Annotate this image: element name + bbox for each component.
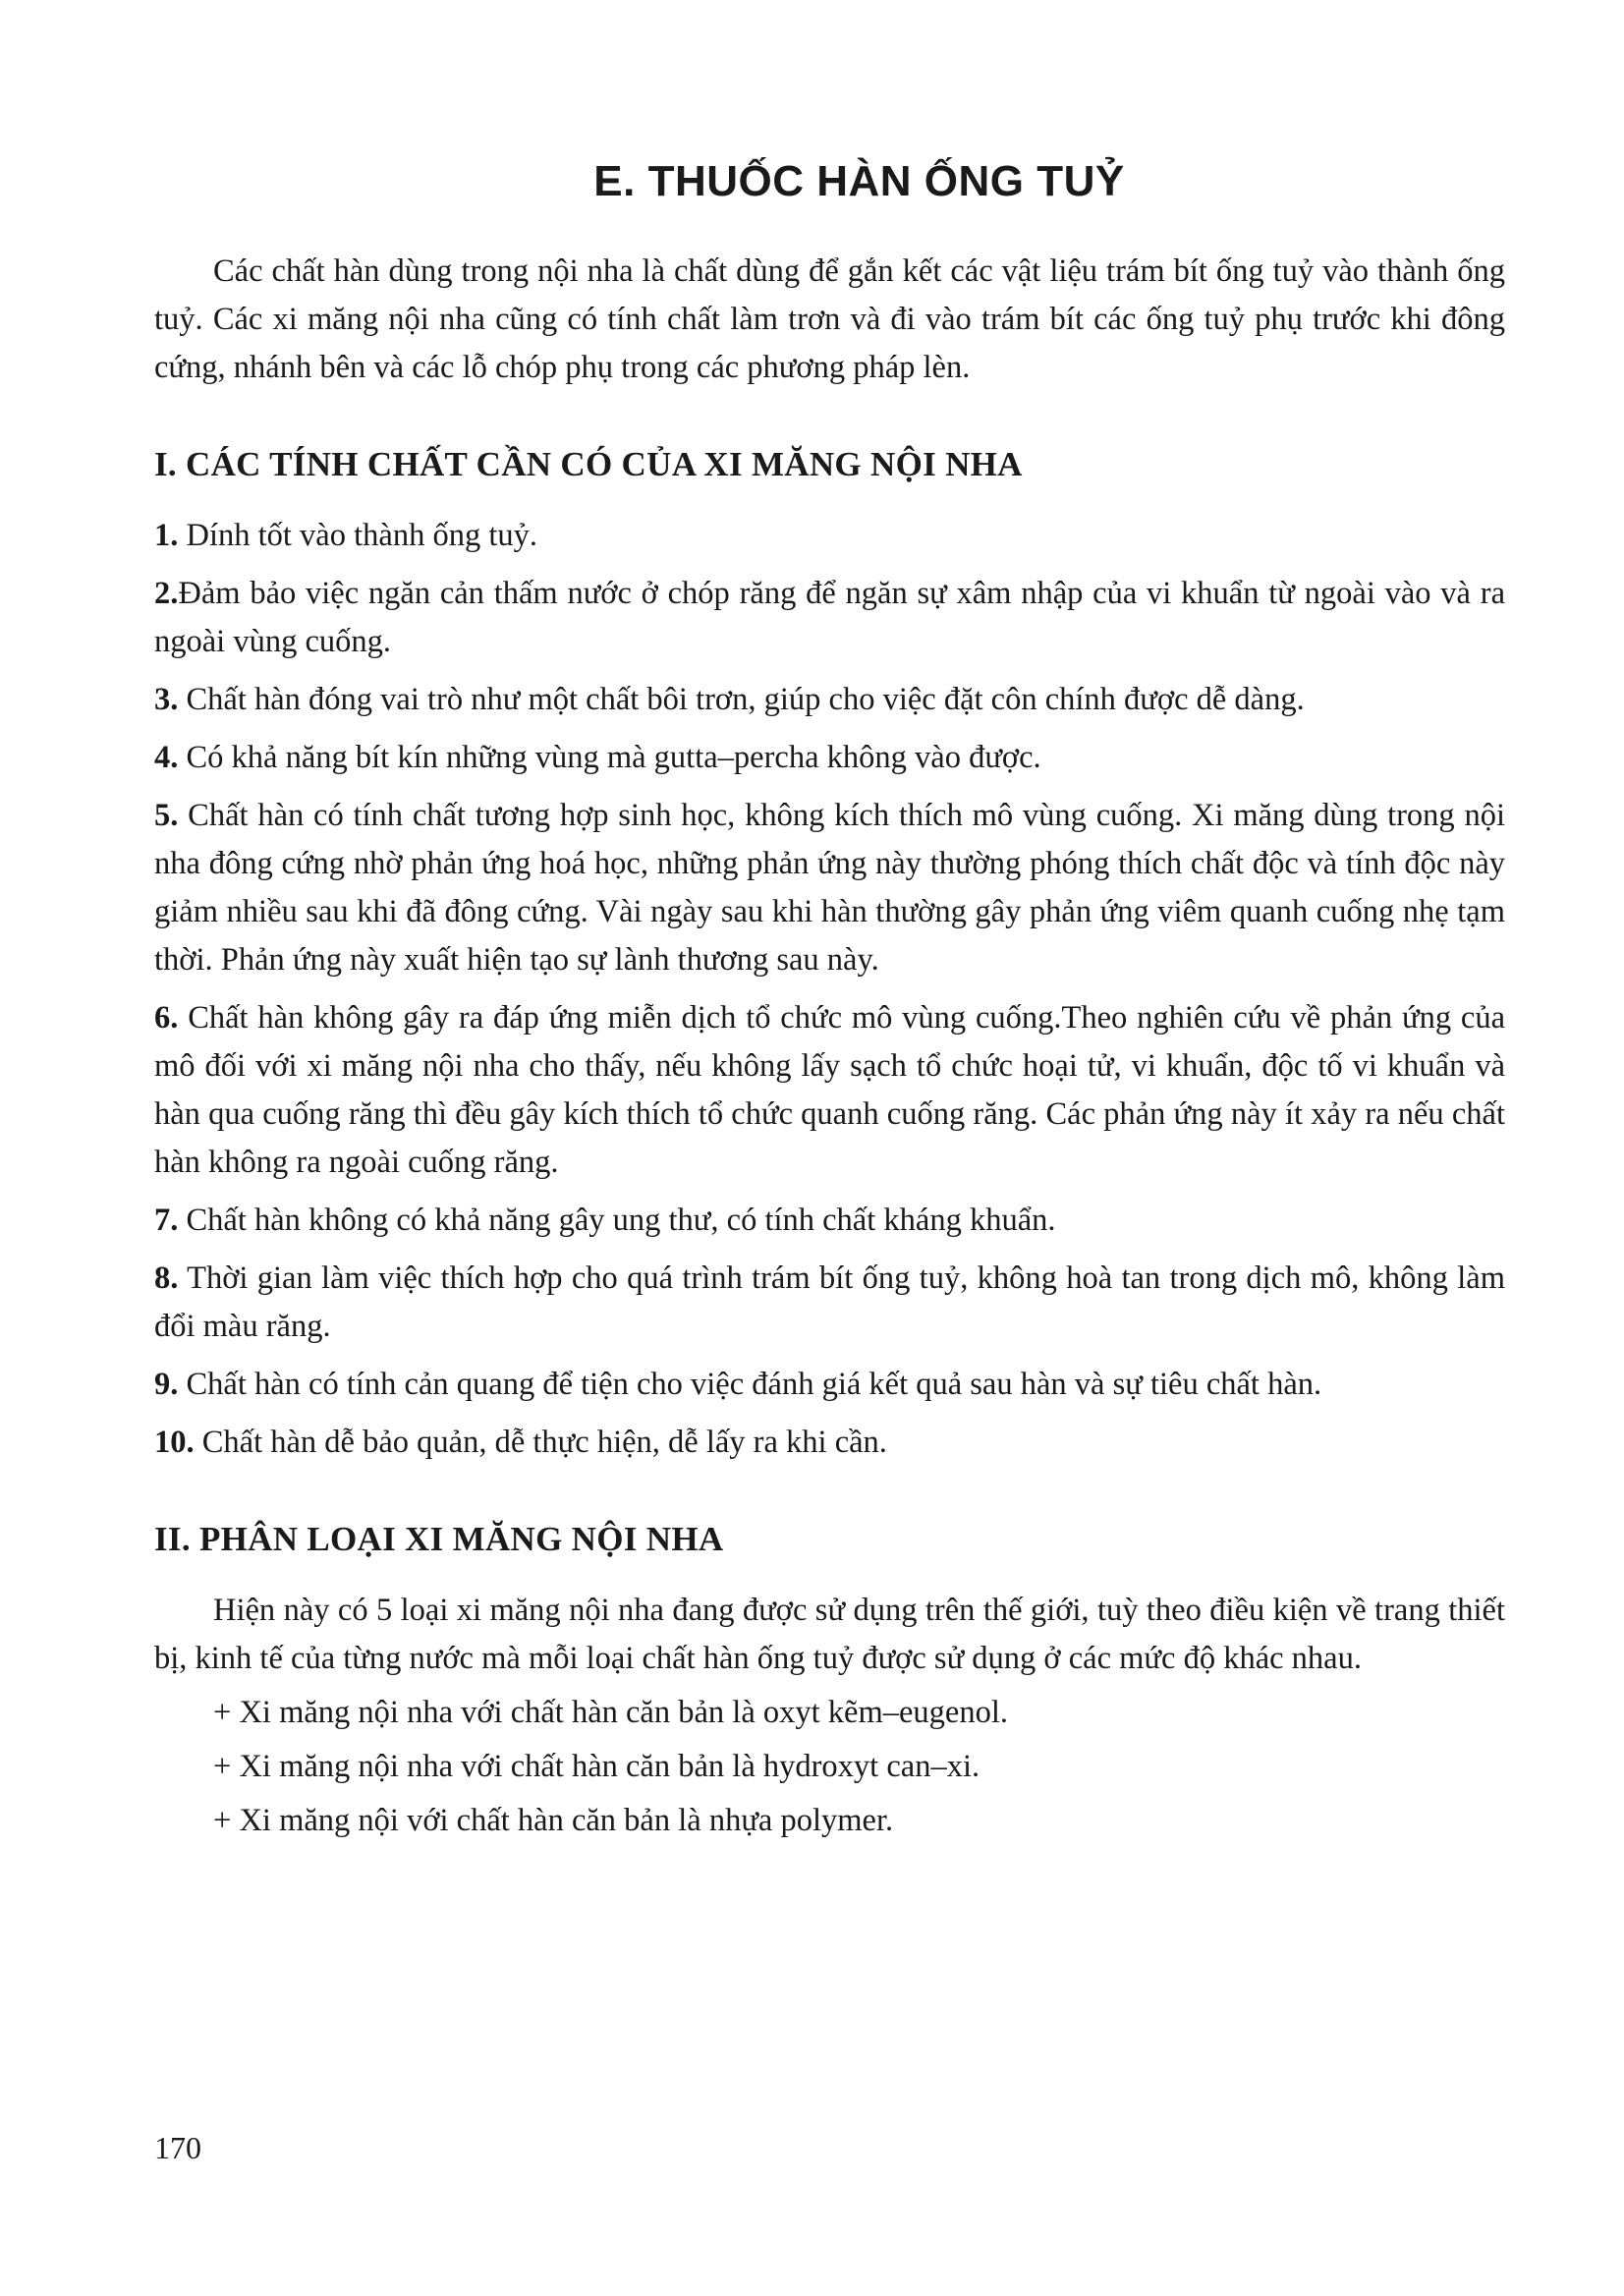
item-text: Chất hàn có tính cản quang để tiện cho việc đánh giá kết quả sau hàn và sự tiêu chất hàn. xyxy=(178,1367,1322,1402)
classification-list xyxy=(154,1689,1505,1845)
item-number: 6. xyxy=(154,1000,179,1036)
classification-paragraph: Hiện này có 5 loại xi măng nội nha đang được sử dụng trên thế giới, tuỳ theo điều kiện về trang thiết bị, kinh tế của từng nước mà mỗi loại chất hàn ống tuỷ được sử dụng ở các mức độ khác nhau. xyxy=(154,1593,1505,1676)
item-number: 7. xyxy=(154,1203,179,1238)
list-item: + Xi măng nội nha với chất hàn căn bản là oxyt kẽm–eugenol. xyxy=(213,1695,1008,1730)
page-body xyxy=(154,157,1505,1851)
item-text: Dính tốt vào thành ống tuỷ. xyxy=(178,518,537,553)
list-item xyxy=(154,676,1505,724)
item-number: 3. xyxy=(154,682,179,717)
item-number: 2. xyxy=(154,576,179,611)
list-item xyxy=(154,1419,1505,1467)
properties-list xyxy=(154,512,1505,1467)
list-item xyxy=(154,570,1505,666)
page-number: 170 xyxy=(154,2130,201,2165)
list-item xyxy=(154,1361,1505,1409)
item-number: 1. xyxy=(154,518,179,553)
item-number: 5. xyxy=(154,798,179,833)
item-number: 9. xyxy=(154,1367,179,1402)
item-text: Chất hàn dễ bảo quản, dễ thực hiện, dễ lấy ra khi cần. xyxy=(194,1425,887,1460)
item-text: Chất hàn có tính chất tương hợp sinh học, không kích thích mô vùng cuống. Xi măng dùng trong nội nha đông cứng nhờ phản ứng hoá học, những phản ứng này thường phóng thích chất độc và tính độc này giảm nhiều sau khi đã đông cứng. Vài ngày sau khi hàn thường gây phản ứng viêm quanh cuống nhẹ tạm thời. Phản ứng này xuất hiện tạo sự lành thương sau này. xyxy=(154,798,1505,978)
section-heading-properties: I. CÁC TÍNH CHẤT CẦN CÓ CỦA XI MĂNG NỘI NHA xyxy=(154,445,1023,483)
section-heading-classification: II. PHÂN LOẠI XI MĂNG NỘI NHA xyxy=(154,1520,724,1558)
list-item xyxy=(154,512,1505,560)
list-item: + Xi măng nội nha với chất hàn căn bản là hydroxyt can–xi. xyxy=(213,1749,980,1784)
list-item xyxy=(154,734,1505,782)
list-item xyxy=(154,994,1505,1187)
item-text: Có khả năng bít kín những vùng mà gutta–percha không vào được. xyxy=(178,740,1041,775)
item-number: 10. xyxy=(154,1425,195,1460)
list-item xyxy=(154,1197,1505,1245)
item-text: Chất hàn không có khả năng gây ung thư, có tính chất kháng khuẩn. xyxy=(178,1203,1056,1238)
item-text: Chất hàn không gây ra đáp ứng miễn dịch tổ chức mô vùng cuống.Theo nghiên cứu về phản ứng của mô đối với xi măng nội nha cho thấy, nếu không lấy sạch tổ chức hoại tử, vi khuẩn, độc tố vi khuẩn và hàn qua cuống răng thì đều gây kích thích tổ chức quanh cuống răng. Các phản ứng này ít xảy ra nếu chất hàn không ra ngoài cuống răng. xyxy=(154,1000,1505,1180)
list-item: + Xi măng nội với chất hàn căn bản là nhựa polymer. xyxy=(213,1803,894,1838)
item-number: 8. xyxy=(154,1260,179,1296)
item-text: Chất hàn đóng vai trò như một chất bôi trơn, giúp cho việc đặt côn chính được dễ dàng. xyxy=(178,682,1305,717)
chapter-title: E. THUỐC HÀN ỐNG TUỶ xyxy=(593,157,1125,205)
item-text: Thời gian làm việc thích hợp cho quá trình trám bít ống tuỷ, không hoà tan trong dịch mô, không làm đổi màu răng. xyxy=(154,1260,1505,1344)
list-item xyxy=(154,792,1505,984)
intro-paragraph: Các chất hàn dùng trong nội nha là chất dùng để gắn kết các vật liệu trám bít ống tuỷ vào thành ống tuỷ. Các xi măng nội nha cũng có tính chất làm trơn và đi vào trám bít các ống tuỷ phụ trước khi đông cứng, nhánh bên và các lỗ chóp phụ trong các phương pháp lèn. xyxy=(154,253,1505,385)
item-number: 4. xyxy=(154,740,179,775)
list-item xyxy=(154,1255,1505,1351)
item-text: Đảm bảo việc ngăn cản thấm nước ở chóp răng để ngăn sự xâm nhập của vi khuẩn từ ngoài vào và ra ngoài vùng cuống. xyxy=(154,576,1505,659)
